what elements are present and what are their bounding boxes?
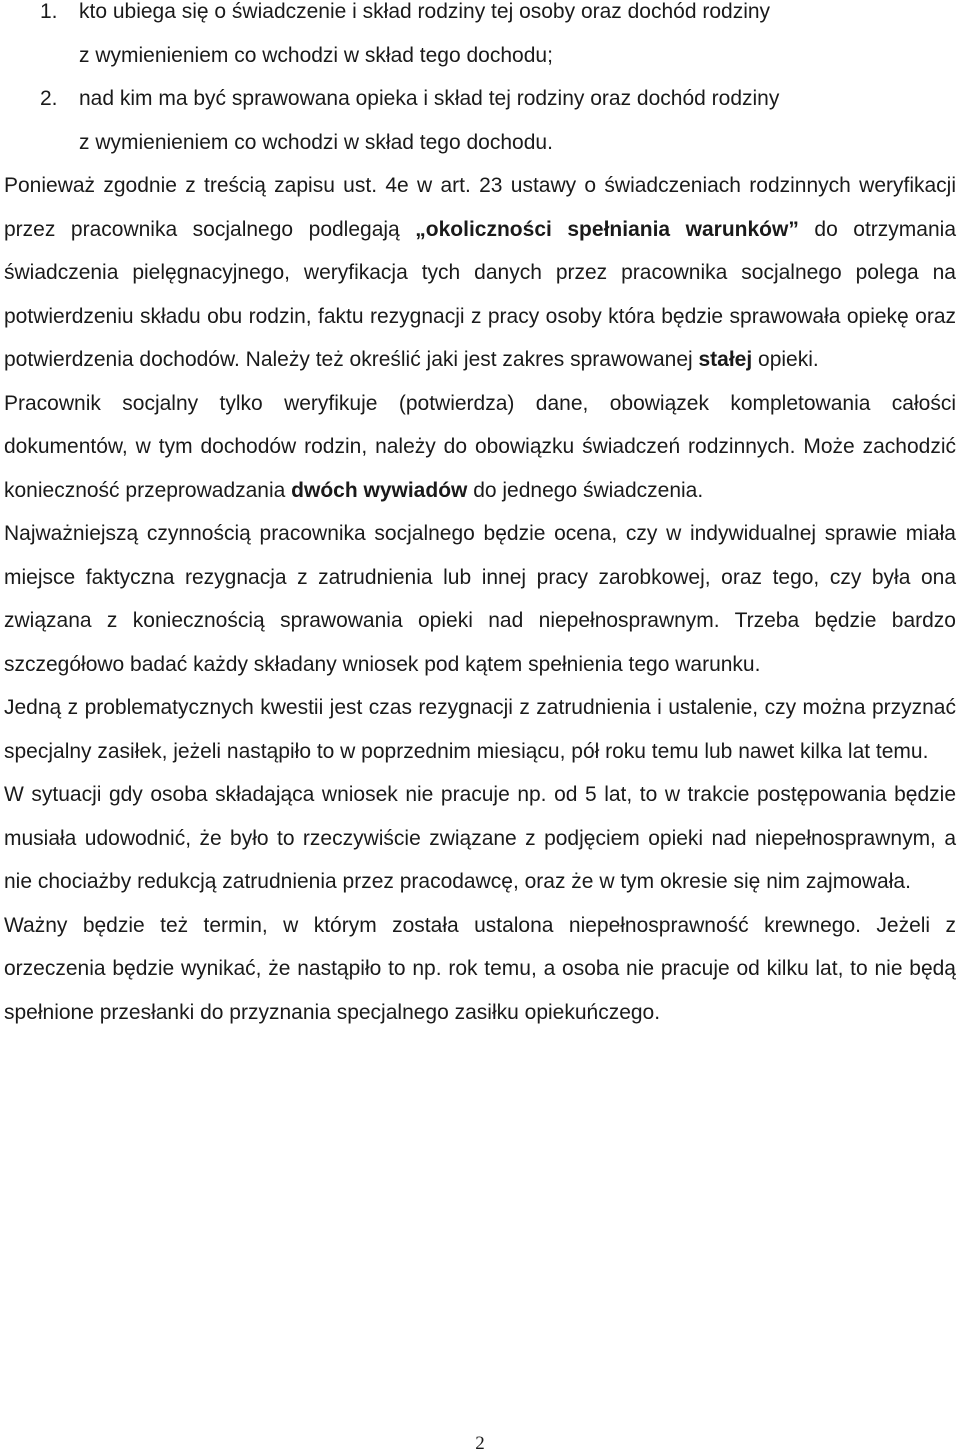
page-number: 2	[475, 1433, 485, 1454]
paragraph-disability-date: Ważny będzie też termin, w którym została ustalona niepełnosprawność krewnego. Jeżeli z orzeczenia będzie wynikać, że nastąpiło to np. rok temu, a osoba nie pracuje od kilku lat, to nie będą spełnione przesłanki do przyznania specjalnego zasiłku opiekuńczego.	[4, 913, 956, 1024]
text-run: Pracownik socjalny tylko weryfikuje (potwierdza) dane, obowiązek kompletowania całości dokumentów, w tym dochodów rodzin, należy do obowiązku świadczeń rodzinnych. Może zachodzić konieczność przeprowadzania	[4, 391, 956, 502]
paragraph-verification	[4, 164, 956, 382]
text-run: Ponieważ zgodnie z treścią zapisu ust. 4e w art. 23 ustawy o świadczeniach rodzinnych weryfikacji przez pracownika socjalnego podlegają	[4, 174, 956, 241]
numbered-list	[4, 0, 956, 164]
bold-phrase: stałej	[698, 348, 753, 371]
list-item-number: 1.	[40, 0, 58, 23]
list-item-text-continued: z wymienieniem co wchodzi w skład tego dochodu;	[79, 43, 553, 67]
list-item	[4, 77, 956, 164]
list-item-text: kto ubiega się o świadczenie i skład rodziny tej osoby oraz dochód rodziny	[79, 0, 771, 23]
list-item-text: nad kim ma być sprawowana opieka i skład tej rodziny oraz dochód rodziny	[79, 87, 780, 110]
text-run: opieki.	[752, 348, 819, 371]
paragraph-timing: Jedną z problematycznych kwestii jest czas rezygnacji z zatrudnienia i ustalenie, czy można przyznać specjalny zasiłek, jeżeli nastąpiło to w poprzednim miesiącu, pół roku temu lub nawet kilka lat temu.	[4, 696, 956, 763]
list-item	[4, 0, 956, 77]
list-item-number: 2.	[40, 87, 58, 110]
paragraph-social-worker	[4, 382, 956, 513]
document-page	[4, 0, 956, 1034]
bold-phrase: „okoliczności spełniania warunków”	[415, 217, 799, 241]
bold-phrase: dwóch wywiadów	[291, 478, 468, 502]
text-run: do otrzymania świadczenia pielęgnacyjnego, weryfikacja tych danych przez pracownika socjalnego polega na potwierdzeniu składu obu rodzin, faktu rezygnacji z pracy osoby która będzie sprawowała opiekę oraz potwierdzenia dochodów. Należy też określić jaki jest zakres sprawowanej	[4, 217, 956, 371]
text-run: do jednego świadczenia.	[467, 478, 704, 502]
list-item-text-continued: z wymienieniem co wchodzi w skład tego dochodu.	[79, 130, 553, 154]
paragraph-assessment: Najważniejszą czynnością pracownika socjalnego będzie ocena, czy w indywidualnej sprawie miała miejsce faktyczna rezygnacja z zatrudnienia lub innej pracy zarobkowej, oraz tego, czy była ona związana z koniecznością sprawowania opieki nad niepełnosprawnym. Trzeba będzie bardzo szczegółowo badać każdy składany wniosek pod kątem spełnienia tego warunku.	[4, 522, 956, 676]
paragraph-proof: W sytuacji gdy osoba składająca wniosek nie pracuje np. od 5 lat, to w trakcie postępowania będzie musiała udowodnić, że było to rzeczywiście związane z podjęciem opieki nad niepełnosprawnym, a nie chociażby redukcją zatrudnienia przez pracodawcę, oraz że w tym okresie się nim zajmowała.	[4, 783, 956, 893]
